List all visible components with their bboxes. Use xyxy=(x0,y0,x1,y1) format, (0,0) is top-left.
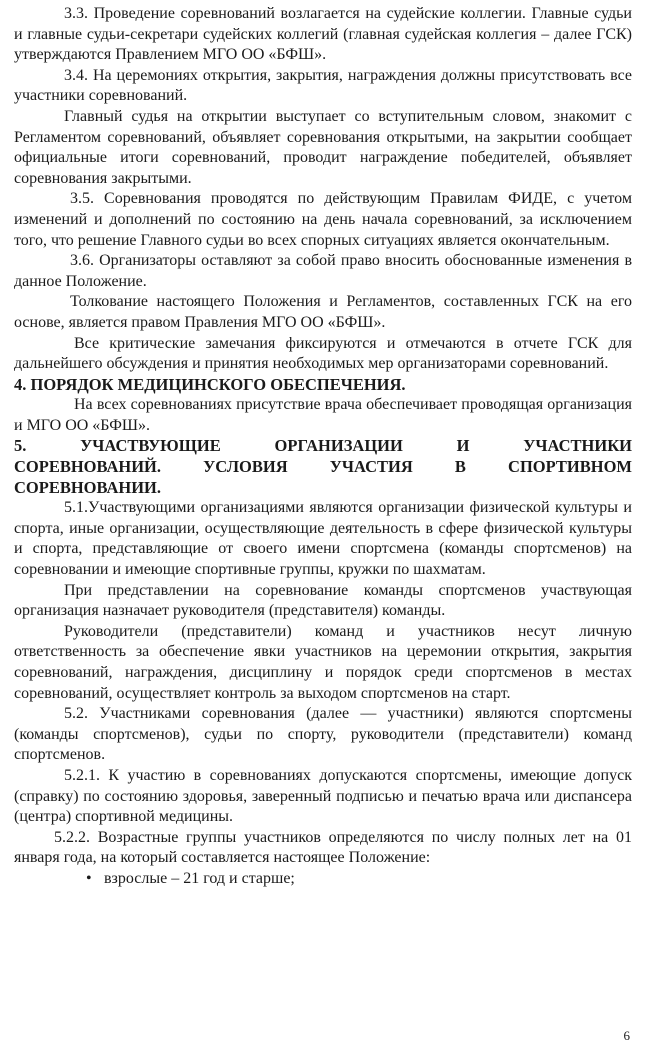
section-5-heading-line-3: СОРЕВНОВАНИИ. xyxy=(14,477,162,497)
page-number: 6 xyxy=(623,1028,630,1043)
paragraph-3-4-chief-judge: Главный судья на открытии выступает со вступительным словом, знакомит с Регламентом соревнований, объявляет соревнования открытыми, на закрытии сообщает официальные итоги соревнований, проводит награждение победителей, объявляет соревнования закрытыми. xyxy=(14,107,632,187)
paragraph-5-2-1: 5.2.1. К участию в соревнованиях допускаются спортсмены, имеющие допуск (справку) по состоянию здоровья, заверенный подписью и печатью врача или диспансера (центра) спортивной медицины. xyxy=(14,766,632,826)
paragraph-5-1: 5.1.Участвующими организациями являются организации физической культуры и спорта, иные организации, осуществляющие деятельность в сфере физической культуры и спорта, представляющие от своего имени спортсмена (команды спортсменов) на соревновании и имеющие спортивные группы, кружки по шахматам. xyxy=(14,499,632,579)
list-item-text: взрослые – 21 год и старше; xyxy=(104,869,295,887)
section-5-heading-line-1: 5. УЧАСТВУЮЩИЕ ОРГАНИЗАЦИИ И УЧАСТНИКИ xyxy=(14,436,632,456)
paragraph-3-6-interpretation: Толкование настоящего Положения и Регламентов, составленных ГСК на его основе, является правом Правления МГО ОО «БФШ». xyxy=(14,293,632,331)
paragraph-3-6: 3.6. Организаторы оставляют за собой право вносить обоснованные изменения в данное Положение. xyxy=(14,252,632,290)
paragraph-5-2: 5.2. Участниками соревнования (далее — участники) являются спортсмены (команды спортсменов), судьи по спорту, руководители (представители) команд спортсменов. xyxy=(14,705,632,764)
bullet-icon: • xyxy=(86,869,92,887)
paragraph-5-2-2: 5.2.2. Возрастные группы участников определяются по числу полных лет на 01 января года, на который составляется настоящее Положение: xyxy=(14,828,632,867)
paragraph-3-3: 3.3. Проведение соревнований возлагается на судейские коллегии. Главные судьи и главные судьи-секретари судейских коллегий (главная судейская коллегия – далее ГСК) утверждаются Правлением МГО ОО «БФШ». xyxy=(14,5,632,64)
list-item xyxy=(86,869,632,890)
section-5-heading-line-2: СОРЕВНОВАНИЙ. УСЛОВИЯ УЧАСТИЯ В СПОРТИВНОМ xyxy=(14,457,632,477)
paragraph-3-5: 3.5. Соревнования проводятся по действующим Правилам ФИДЕ, с учетом изменений и дополнений по состоянию на день начала соревнований, за исключением того, что решение Главного судьи во всех спорных ситуациях является окончательным. xyxy=(14,190,632,249)
section-4-heading: 4. ПОРЯДОК МЕДИЦИНСКОГО ОБЕСПЕЧЕНИЯ. xyxy=(14,374,406,394)
document-page xyxy=(14,4,632,890)
age-group-list xyxy=(14,869,632,890)
section-5-heading xyxy=(14,436,632,498)
paragraph-5-1-responsibility: Руководители (представители) команд и участников несут личную ответственность за обеспечение явки участников на церемонии открытия, закрытия соревнований, награждения, дисциплину и порядок среди спортсменов в местах соревнований, осуществляет контроль за выходом спортсменов на старт. xyxy=(14,622,632,702)
paragraph-4: На всех соревнованиях присутствие врача обеспечивает проводящая организация и МГО ОО «БФШ». xyxy=(14,396,632,434)
paragraph-3-4: 3.4. На церемониях открытия, закрытия, награждения должны присутствовать все участники соревнований. xyxy=(14,66,632,105)
paragraph-5-1-team: При представлении на соревнование команды спортсменов участвующая организация назначает руководителя (представителя) команды. xyxy=(14,581,632,620)
paragraph-3-6-remarks: Все критические замечания фиксируются и отмечаются в отчете ГСК для дальнейшего обсуждения и принятия необходимых мер организаторами соревнований. xyxy=(14,334,632,373)
